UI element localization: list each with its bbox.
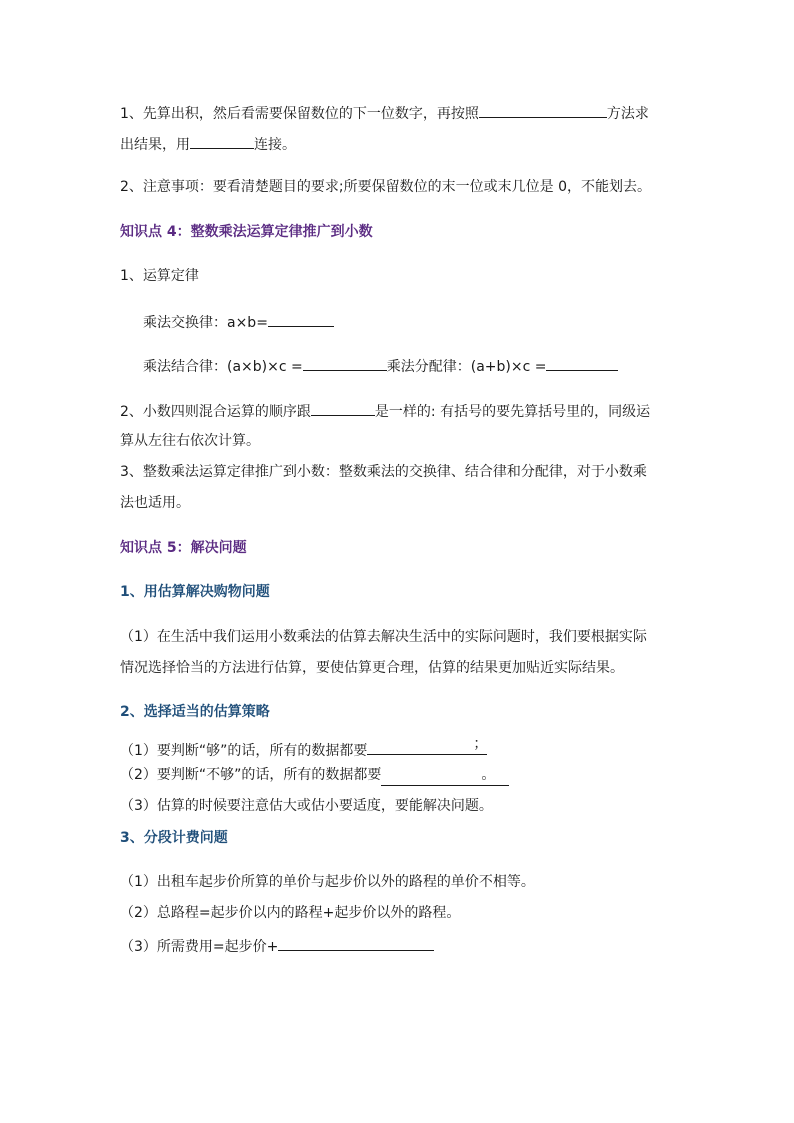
- fill-blank[interactable]: [367, 734, 487, 755]
- order-of-ops-line: [120, 400, 650, 422]
- text: 乘法分配律：(a+b)×c =: [386, 359, 547, 375]
- fill-blank[interactable]: [479, 102, 607, 118]
- text: （3）所需费用=起步价+: [120, 939, 279, 955]
- text: 连接。: [254, 137, 296, 153]
- text: 。: [481, 767, 496, 783]
- segmented-item-2: （2）总路程=起步价以内的路程+起步价以外的路程。: [120, 905, 461, 921]
- rule-line-1-cont: [120, 133, 296, 155]
- segmented-item-3: [120, 935, 434, 957]
- strategy-item-2: [120, 765, 509, 786]
- fill-blank[interactable]: [303, 355, 387, 371]
- shopping-para-2: 情况选择恰当的方法进行估算，要使估算更合理，估算的结果更加贴近实际结果。: [120, 660, 624, 676]
- text: 1、先算出积，然后看需要保留数位的下一位数字，再按照: [120, 106, 479, 122]
- fill-blank[interactable]: [268, 311, 334, 327]
- laws-extend-cont: 法也适用。: [120, 495, 190, 511]
- heading-knowledge-4: 知识点 4：整数乘法运算定律推广到小数: [120, 224, 373, 240]
- shopping-para-1: （1）在生活中我们运用小数乘法的估算去解决生活中的实际问题时，我们要根据实际: [120, 629, 647, 645]
- heading-knowledge-5: 知识点 5：解决问题: [120, 540, 247, 556]
- assoc-distrib-laws: [143, 355, 618, 377]
- subheading-laws: 1、运算定律: [120, 268, 199, 284]
- text: 是一样的: 有括号的要先算括号里的，同级运: [374, 404, 651, 420]
- rule-line-1: [120, 102, 649, 124]
- text: （1）要判断“够”的话，所有的数据都要: [120, 743, 368, 759]
- subheading-shopping: 1、用估算解决购物问题: [120, 584, 270, 600]
- fill-blank[interactable]: [546, 355, 618, 371]
- text: 乘法交换律：a×b=: [143, 315, 268, 331]
- text: 2、小数四则混合运算的顺序跟: [120, 404, 311, 420]
- fill-blank[interactable]: [190, 133, 254, 149]
- commutative-law: [143, 311, 334, 333]
- strategy-item-3: （3）估算的时候要注意估大或估小要适度，要能解决问题。: [120, 798, 493, 814]
- segmented-item-1: （1）出租车起步价所算的单价与起步价以外的路程的单价不相等。: [120, 874, 535, 890]
- fill-blank[interactable]: [311, 400, 375, 416]
- rule-line-2: 2、注意事项：要看清楚题目的要求;所要保留数位的末一位或末几位是 0，不能划去。: [120, 179, 651, 195]
- order-of-ops-cont: 算从左往右依次计算。: [120, 433, 260, 449]
- subheading-strategy: 2、选择适当的估算策略: [120, 704, 270, 720]
- text: 乘法结合律：(a×b)×c =: [143, 359, 303, 375]
- text: （2）要判断“不够”的话，所有的数据都要: [120, 767, 382, 783]
- subheading-segmented: 3、分段计费问题: [120, 830, 228, 846]
- laws-extend-line: 3、整数乘法运算定律推广到小数：整数乘法的交换律、结合律和分配律，对于小数乘: [120, 464, 647, 480]
- fill-blank[interactable]: [381, 765, 509, 786]
- fill-blank[interactable]: [278, 935, 434, 951]
- text: 方法求: [606, 106, 649, 122]
- text: 出结果，用: [120, 137, 190, 153]
- text: ；: [473, 736, 488, 752]
- strategy-item-1: [120, 734, 487, 761]
